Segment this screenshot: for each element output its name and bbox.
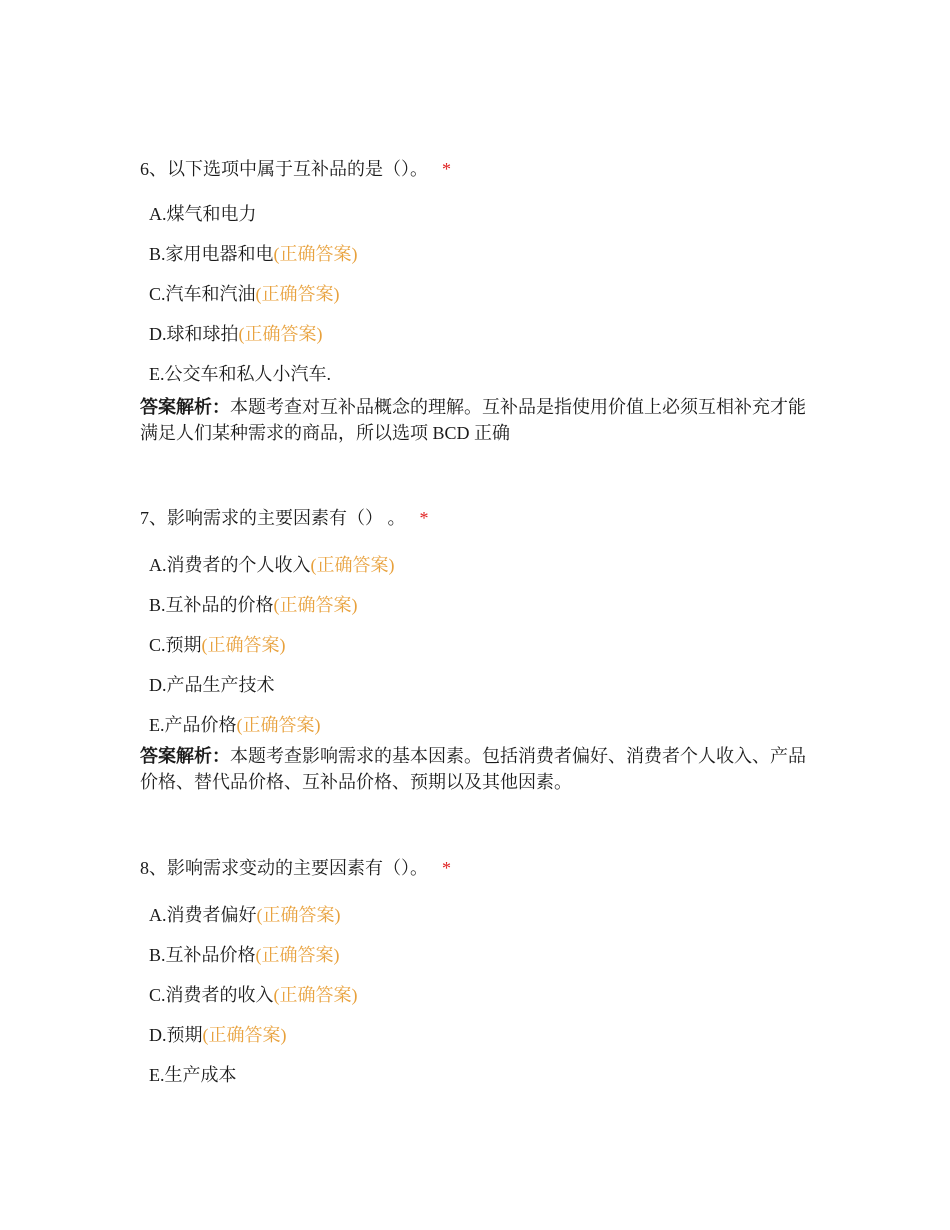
options-list: [140, 903, 820, 1103]
options-list: [140, 553, 820, 743]
question-7: [140, 506, 820, 795]
question-8: [140, 856, 820, 1103]
correct-answer-tag: (正确答案): [255, 284, 340, 304]
option-text: C.汽车和汽油: [149, 284, 256, 304]
correct-answer-tag: (正确答案): [201, 635, 286, 655]
correct-answer-tag: (正确答案): [273, 595, 358, 615]
analysis-text: 本题考查对互补品概念的理解。互补品是指使用价值上必须互相补充才能满足人们某种需求的商品，所以选项 BCD 正确: [140, 397, 806, 443]
option-a[interactable]: [149, 903, 820, 943]
option-c[interactable]: [149, 633, 820, 673]
option-text: A.消费者的个人收入: [149, 555, 311, 575]
option-d[interactable]: [149, 673, 820, 713]
question-title-text: 6、以下选项中属于互补品的是（）。: [140, 159, 428, 179]
answer-analysis: [140, 743, 820, 795]
answer-analysis: [140, 394, 820, 446]
option-text: D.球和球拍: [149, 324, 239, 344]
option-d[interactable]: [149, 1023, 820, 1063]
option-b[interactable]: [149, 593, 820, 633]
option-a[interactable]: [149, 553, 820, 593]
required-mark: *: [419, 508, 429, 528]
analysis-text: 本题考查影响需求的基本因素。包括消费者偏好、消费者个人收入、产品价格、替代品价格、互补品价格、预期以及其他因素。: [140, 746, 806, 792]
option-a[interactable]: [149, 202, 820, 242]
question-title-text: 8、影响需求变动的主要因素有（）。: [140, 858, 428, 878]
option-text: D.产品生产技术: [149, 675, 275, 695]
option-b[interactable]: [149, 242, 820, 282]
correct-answer-tag: (正确答案): [273, 985, 358, 1005]
required-mark: *: [442, 858, 451, 878]
analysis-label: 答案解析：: [140, 397, 230, 417]
option-text: E.生产成本: [149, 1065, 237, 1085]
option-text: E.产品价格: [149, 715, 237, 735]
options-list: [140, 202, 820, 394]
option-text: C.消费者的收入: [149, 985, 274, 1005]
option-text: B.互补品价格: [149, 945, 256, 965]
option-c[interactable]: [149, 983, 820, 1023]
required-mark: *: [442, 159, 451, 179]
option-text: B.互补品的价格: [149, 595, 274, 615]
question-title-text: 7、影响需求的主要因素有（） 。: [140, 508, 406, 528]
correct-answer-tag: (正确答案): [238, 324, 323, 344]
option-b[interactable]: [149, 943, 820, 983]
option-e[interactable]: [149, 362, 820, 394]
analysis-label: 答案解析：: [140, 746, 230, 766]
question-6: [140, 157, 820, 446]
correct-answer-tag: (正确答案): [202, 1025, 287, 1045]
question-title: [140, 856, 820, 880]
correct-answer-tag: (正确答案): [236, 715, 321, 735]
option-text: C.预期: [149, 635, 202, 655]
option-text: E.公交车和私人小汽车.: [149, 364, 331, 384]
option-e[interactable]: [149, 713, 820, 743]
option-e[interactable]: [149, 1063, 820, 1103]
option-text: B.家用电器和电: [149, 244, 274, 264]
option-text: A.消费者偏好: [149, 905, 257, 925]
correct-answer-tag: (正确答案): [310, 555, 395, 575]
correct-answer-tag: (正确答案): [255, 945, 340, 965]
question-title: [140, 157, 820, 181]
question-title: [140, 506, 820, 530]
option-text: D.预期: [149, 1025, 203, 1045]
option-d[interactable]: [149, 322, 820, 362]
correct-answer-tag: (正确答案): [273, 244, 358, 264]
option-c[interactable]: [149, 282, 820, 322]
correct-answer-tag: (正确答案): [256, 905, 341, 925]
option-text: A.煤气和电力: [149, 204, 257, 224]
